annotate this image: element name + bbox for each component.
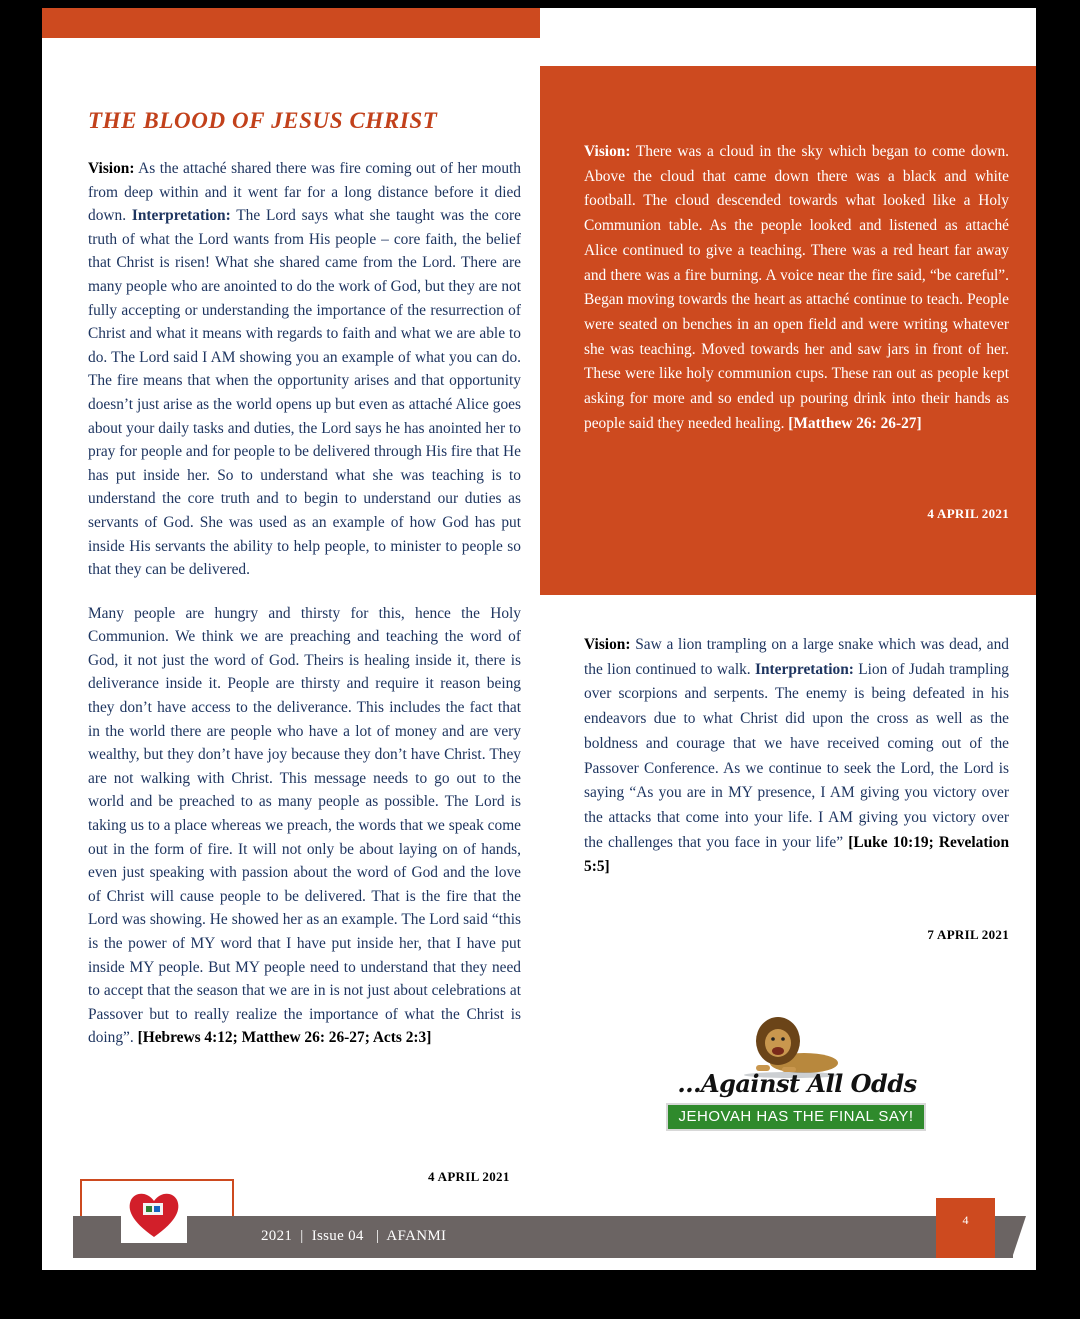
interpretation-text: Lion of Judah trampling over scorpions and serpents. The enemy is being defeated in his endeavors due to what Christ did upon the cross as well as the boldness and courage that we have received coming out of the Passover Conference. As we continue to seek the Lord, the Lord is saying “As you are in MY presence, I AM giving you victory over the attacks that come into your life. I AM giving you victory over the challenges that you face in your life” — [584, 660, 1009, 851]
scripture-reference: [Hebrews 4:12; Matthew 26: 26-27; Acts 2:3] — [137, 1029, 432, 1047]
orange-date: 4 APRIL 2021 — [927, 506, 1009, 521]
orange-paragraph — [584, 140, 1009, 436]
footer-bar-tip — [1012, 1216, 1026, 1258]
footer-bar — [73, 1216, 1013, 1258]
orange-column — [584, 140, 1009, 436]
left-column — [88, 157, 521, 1050]
top-accent-bar — [42, 8, 540, 38]
vision-label: Vision: — [584, 143, 631, 160]
against-all-odds-logo — [652, 1011, 942, 1131]
vision-text: There was a cloud in the sky which began to come down. Above the cloud that came down there was a black and white football. The cloud descended towards what looked like a Holy Communion table. As the people looked and listened as attaché Alice continued to give a teaching. There was a red heart far away and there was a fire burning. A voice near the fire said, “be careful”. Began moving towards the heart as attaché continue to teach. People were seated on benches in an open field and were writing whatever she was teaching. Moved towards her and saw jars in front of her. These were like holy communion cups. These ran out as people kept asking for more and so ended up pouring drink into their hands as people said they needed healing. — [584, 143, 1009, 432]
right-column — [584, 633, 1009, 880]
scripture-reference: [Luke 10:19; Revelation 5:5] — [584, 833, 1009, 876]
page-number: 4 — [936, 1198, 995, 1258]
left-date: 4 APRIL 2021 — [428, 1169, 510, 1184]
magazine-page — [42, 8, 1036, 1270]
vision-text: Saw a lion trampling on a large snake which was dead, and the lion continued to walk. — [584, 636, 1009, 678]
vision-label: Vision: — [88, 160, 135, 177]
paragraph-text: Many people are hungry and thirsty for this, hence the Holy Communion. We think we are preaching and teaching the word of God, it not just the word of God. Theirs is healing inside it, there is deliverance inside it. People are thirsty and require it reason being they don’t have access to the deliverance. This includes the fact that in the world there are people who have a lot of money and are very wealthy, but they don’t have joy because they don’t have Christ. They are not walking with Christ. This message needs to go out to the world and be preached to as many people as possible. The Lord is taking us to a place whereas we preach, the words that we speak come out in the form of fire. It will not only be about laying on of hands, even just speaking with passion about the word of God and the love of Christ will cause people to be delivered. That is the fire that the Lord was showing. He showed her as an example. The Lord said “this is the power of MY word that I have put inside her, that I have put inside MY people. But MY people need to understand that they need to accept that the season that we are in is not just about celebrations at Passover but to really realize the importance of what the Christ is doing”. — [88, 604, 521, 1047]
vision-label: Vision: — [584, 636, 631, 653]
heart-icon — [121, 1183, 187, 1243]
article-title: THE BLOOD OF JESUS CHRIST — [88, 108, 438, 133]
logo-tagline: ...Against All Odds — [677, 1069, 917, 1098]
logo-slogan-banner: JEHOVAH HAS THE FINAL SAY! — [666, 1103, 926, 1131]
heart-logo — [121, 1183, 187, 1243]
scripture-reference: [Matthew 26: 26-27] — [788, 414, 922, 432]
interpretation-text: The Lord says what she taught was the core truth of what the Lord wants from His people – core faith, the belief that Christ is risen! What she shared came from the Lord. There are many people who are anointed to do the work of God, but they are not fully accepting or understanding the importance of the resurrection of Christ and what it means with regards to faith and what we are able to do. The Lord said I AM showing you an example of what you can do. The fire means that when the opportunity arises and that opportunity doesn’t just arise as the world opens up but even as attaché Alice goes about your daily tasks and duties, the Lord says he has anointed her to pray for people and for people to be delivered through His fire that He has put inside her. So to understand what she was teaching is to understand the core truth and to begin to understand our duties as servants of God. She was used as an example of how God has put inside His servants the ability to help people, to minister to people so that they can be delivered. — [88, 207, 521, 579]
right-paragraph — [584, 633, 1009, 880]
vision-text: As the attaché shared there was fire coming out of her mouth from deep within and it went far for a long distance before it died down. — [88, 160, 521, 225]
interpretation-label: Interpretation: — [131, 207, 231, 225]
interpretation-label: Interpretation: — [755, 660, 854, 678]
left-paragraph-2 — [88, 602, 521, 1050]
left-paragraph-1 — [88, 157, 521, 582]
footer-issue-text: 2021 | Issue 04 | AFANMI — [261, 1228, 447, 1244]
right-date: 7 APRIL 2021 — [927, 927, 1009, 942]
